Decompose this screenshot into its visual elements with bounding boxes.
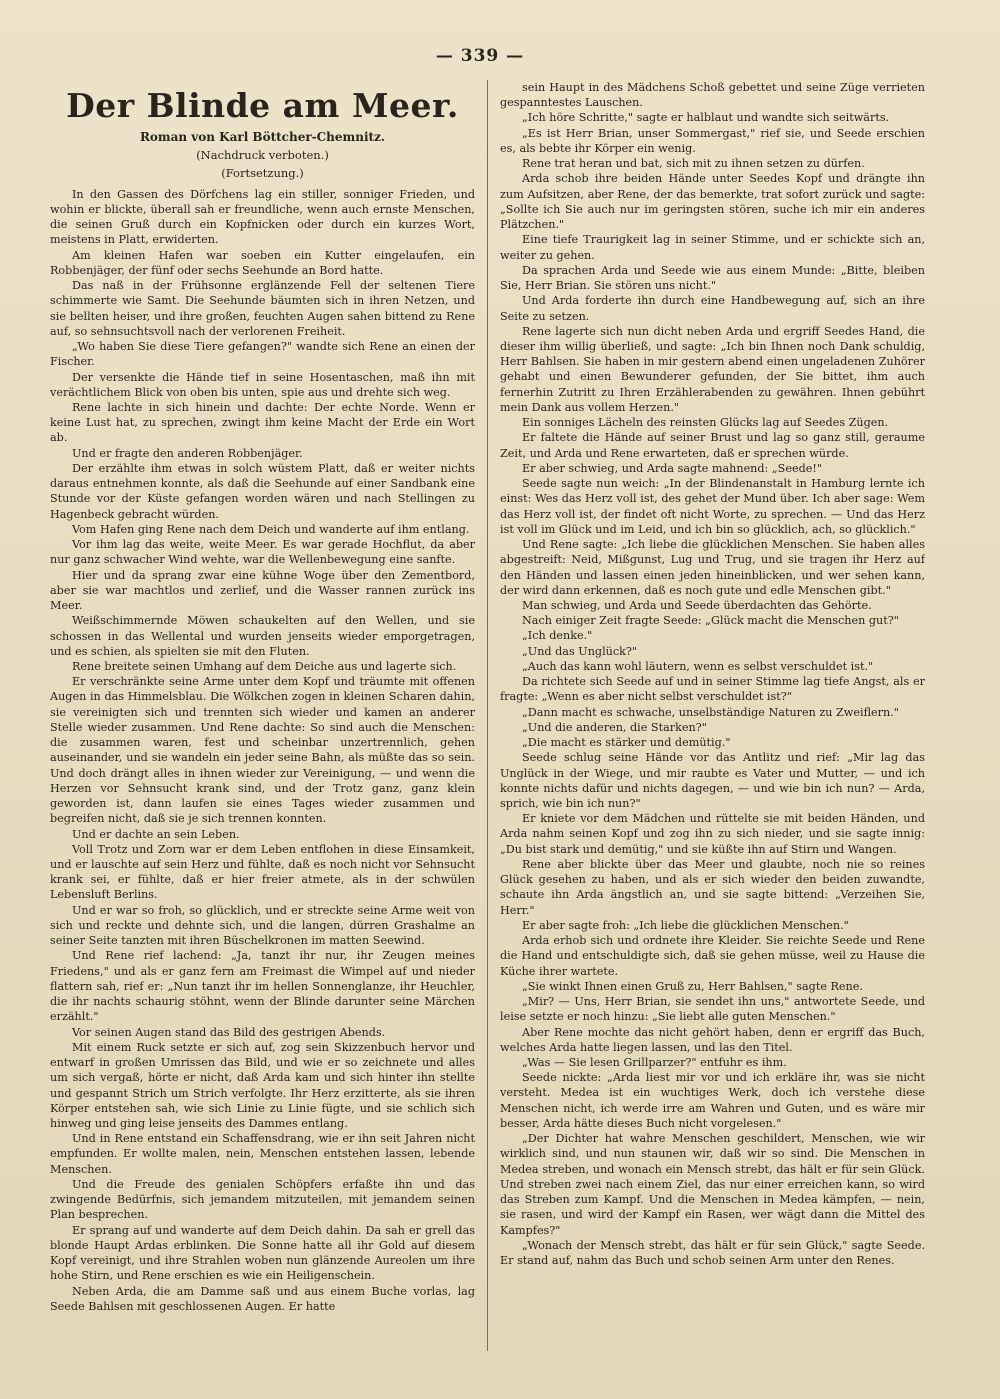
- paragraph: Rene aber blickte über das Meer und glaubte, noch nie so reines Glück gesehen zu haben, und als er sich wieder den beiden zuwandte, schaute ihn Arda ängstlich an, und sie sagte bittend: „Verzeihen Sie, Herr.": [500, 857, 925, 917]
- paragraph: Er aber sagte froh: „Ich liebe die glücklichen Menschen.": [522, 918, 849, 932]
- paragraph: Er sprang auf und wanderte auf dem Deich dahin. Da sah er grell das blonde Haupt Ardas erblinken. Die Sonne hatte all ihr Gold auf diesem Kopf vereinigt, und ihre Strahlen woben nun glänzende Aureolen um ihre hohe Stirn, und Rene erschien es wie ein Heiligenschein.: [50, 1223, 475, 1283]
- paragraph: „Und das Unglück?": [522, 644, 638, 658]
- left-column: [50, 80, 475, 1351]
- reprint-notice: (Nachdruck verboten.): [196, 148, 329, 163]
- paragraph: Und er fragte den anderen Robbenjäger.: [72, 446, 303, 460]
- paragraph: „Die macht es stärker und demütig.": [522, 736, 731, 750]
- paragraph: „Mir? — Uns, Herr Brian, sie sendet ihn uns," antwortete Seede, und leise setzte er noch hinzu: „Sie liebt alle guten Menschen.": [500, 995, 925, 1024]
- paragraph: „Auch das kann wohl läutern, wenn es selbst verschuldet ist.": [522, 659, 874, 673]
- paragraph: Seede schlug seine Hände vor das Antlitz und rief: „Mir lag das Unglück in der Wiege, und mir raubte es Vater und Mutter, — und ich konnte nichts dafür und nichts dagegen, — und wie bin ich nun? — Arda, sprich, wie bin ich nun?": [500, 751, 925, 811]
- paragraph: Er kniete vor dem Mädchen und rüttelte sie mit beiden Händen, und Arda nahm seinen Kopf und zog ihn zu sich nieder, und sie sagte innig: „Du bist stark und demütig," und sie küßte ihn auf Stirn und Wangen.: [500, 812, 925, 856]
- paragraph: Der versenkte die Hände tief in seine Hosentaschen, maß ihn mit verächtlichem Blick von oben bis unten, spie aus und drehte sich weg.: [50, 370, 475, 399]
- paragraph: Da richtete sich Seede auf und in seiner Stimme lag tiefe Angst, als er fragte: „Wenn es aber nicht selbst verschuldet ist?": [500, 675, 925, 704]
- paragraph: Ein sonniges Lächeln des reinsten Glücks lag auf Seedes Zügen.: [522, 416, 889, 430]
- paragraph: Am kleinen Hafen war soeben ein Kutter eingelaufen, ein Robbenjäger, der fünf oder sechs Seehunde an Bord hatte.: [50, 248, 475, 277]
- paragraph: Das naß in der Frühsonne erglänzende Fell der seltenen Tiere schimmerte wie Samt. Die Seehunde bäumten sich in ihren Netzen, und sie bellten heiser, und ihre großen, feuchten Augen sahen bittend zu Rene auf, so sehnsuchtsvoll nach der verlorenen Freiheit.: [50, 279, 475, 338]
- continuation-note: (Fortsetzung.): [221, 166, 304, 181]
- paragraph: In den Gassen des Dörfchens lag ein stiller, sonniger Frieden, und wohin er blickte, überall sah er freundliche, wenn auch ernste Menschen, die seinen Gruß durch ein Kopfnicken oder durch ein kurzes Wort, meistens in Platt, erwiderten.: [50, 187, 475, 247]
- paragraph: Und die Freude des genialen Schöpfers erfaßte ihn und das zwingende Bedürfnis, sich jemandem mitzuteilen, mit jemandem seinen Plan besprechen.: [50, 1177, 475, 1222]
- paragraph: Und Rene rief lachend: „Ja, tanzt ihr nur, ihr Zeugen meines Friedens," und als er ganz fern am Freimast die Wimpel auf und nieder flattern sah, rief er: „Nun tanzt ihr im hellen Sonnenglanze, ihr Heuchler, die ihr nachts schaurig stöhnt, wenn der Blinde darunter seine Märchen erzählt.": [50, 949, 475, 1024]
- paragraph: „Ich höre Schritte," sagte er halblaut und wandte sich seitwärts.: [522, 111, 890, 125]
- paragraph: Mit einem Ruck setzte er sich auf, zog sein Skizzenbuch hervor und entwarf in großen Umrissen das Bild, und wie er so zeichnete und alles um sich vergaß, hörte er nicht, daß Arda kam und sich hinter ihn stellte und gespannt Strich um Strich verfolgte. Ihr Herz erzitterte, als sie ihren Körper entstehen sah, wie sich Linie zu Linie fügte, und sie schlich sich hinweg und ging leise jenseits des Dammes entlang.: [50, 1040, 475, 1130]
- paragraph: „Der Dichter hat wahre Menschen geschildert, Menschen, wie wir wirklich sind, und nun staunen wir, daß wir so sind. Die Menschen in Medea streben, und wonach ein Mensch strebt, das hält er für sein Glück. Und streben zwei nach einem Ziel, das nur einer erreichen kann, so wird das Streben zum Kampf. Und die Menschen in Medea kämpfen, — nein, sie rasen, und wird der Kampf ein Rasen, wer wägt dann die Mittel des Kampfes?": [500, 1132, 925, 1237]
- paragraph: Und Rene sagte: „Ich liebe die glücklichen Menschen. Sie haben alles abgestreift: Neid, Mißgunst, Lug und Trug, und sie tragen ihr Herz auf den Händen und lassen einen jeden hineinblicken, und wer sehen kann, der wird dann erkennen, daß es noch gute und edle Menschen gibt.": [500, 538, 925, 597]
- paragraph: Und Arda forderte ihn durch eine Handbewegung auf, sich an ihre Seite zu setzen.: [500, 294, 925, 323]
- paragraph: Er aber schwieg, und Arda sagte mahnend: „Seede!": [522, 461, 823, 475]
- paragraph: Seede nickte: „Arda liest mir vor und ich erkläre ihr, was sie nicht versteht. Medea ist ein wuchtiges Werk, doch ich verstehe diese Menschen nicht, ich werde irre am Wahren und Guten, und es wäre mir besser, Arda hätte dieses Buch nicht vorgelesen.": [500, 1071, 925, 1130]
- column-divider: [487, 80, 488, 1351]
- paragraph: Weißschimmernde Möwen schaukelten auf den Wellen, und sie schossen in das Wellental und wurden jenseits wieder emporgetragen, und es schien, als spielten sie mit den Fluten.: [50, 614, 475, 658]
- paragraph: Seede sagte nun weich: „In der Blindenanstalt in Hamburg lernte ich einst: Wes das Herz voll ist, des gehet der Mund über. Ich aber sage: Wem das Herz voll ist, der findet oft nicht Worte, zu sprechen. — Und das Herz ist voll im Glück und im Leid, und ich bin so glücklich, ach, so glücklich.": [500, 477, 925, 536]
- paragraph: Arda erhob sich und ordnete ihre Kleider. Sie reichte Seede und Rene die Hand und entschuldigte sich, daß sie gehen müsse, weil zu Hause die Küche ihrer wartete.: [500, 934, 925, 978]
- left-column-body: [50, 187, 475, 1314]
- paragraph: Man schwieg, und Arda und Seede überdachten das Gehörte.: [522, 598, 872, 612]
- paragraph: Voll Trotz und Zorn war er dem Leben entflohen in diese Einsamkeit, und er lauschte auf sein Herz und fühlte, daß es noch nicht vor Sehnsucht krank sei, er fühlte, daß er hier freier atmete, als in der schwülen Lebensluft Berlins.: [50, 842, 475, 902]
- article-byline: Roman von Karl Böttcher-Chemnitz.: [139, 130, 386, 144]
- paragraph: „Wonach der Mensch strebt, das hält er für sein Glück," sagte Seede. Er stand auf, nahm das Buch und schob seinen Arm unter den Renes.: [500, 1238, 925, 1268]
- paragraph: Und er dachte an sein Leben.: [72, 827, 240, 841]
- paragraph: Hier und da sprang zwar eine kühne Woge über den Zementbord, aber sie war machtlos und zerlief, und die Wasser rannen zurück ins Meer.: [50, 568, 475, 613]
- paragraph: Er faltete die Hände auf seiner Brust und lag so ganz still, geraume Zeit, und Arda und Rene erwarteten, daß er sprechen würde.: [500, 431, 925, 460]
- paragraph: Vor ihm lag das weite, weite Meer. Es war gerade Hochflut, da aber nur ganz schwacher Wind wehte, war die Wellenbewegung eine sanfte.: [50, 538, 475, 567]
- paragraph: „Ich denke.": [522, 629, 593, 643]
- paragraph: Rene lachte in sich hinein und dachte: Der echte Norde. Wenn er keine Lust hat, zu sprechen, zwingt ihm keine Macht der Erde ein Wort ab.: [50, 400, 475, 445]
- paragraph: Und er war so froh, so glücklich, und er streckte seine Arme weit von sich und reckte und dehnte sich, und die langen, dürren Grashalme an seiner Seite tanzten mit ihren Büschelkronen im matten Seewind.: [50, 903, 475, 948]
- paragraph: Arda schob ihre beiden Hände unter Seedes Kopf und drängte ihn zum Aufsitzen, aber Rene, der das bemerkte, trat sofort zurück und sagte: „Sollte ich Sie auch nur im geringsten stören, suche ich mir ein anderes Plätzchen.": [500, 172, 925, 232]
- article-title: Der Blinde am Meer.: [66, 86, 459, 125]
- paragraph: Er verschränkte seine Arme unter dem Kopf und träumte mit offenen Augen in das Himmelsblau. Die Wölkchen zogen in kleinen Scharen dahin, sie vereinigten sich und trennten sich wieder und kamen an anderer Stelle wieder zusammen. Und Rene dachte: So sind auch die Menschen: die zusammen waren, fest und scheinbar unzertrennlich, gehen auseinander, und sie wandeln ein jeder seine Bahn, als müßte das so sein. Und doch drängt alles in ihnen wieder zur Vereinigung, — und wenn die Herzen vor Sehnsucht krank sind, und der Trotz ganz, ganz klein geworden ist, dann laufen sie eines Tages wieder zusammen und begreifen nicht, daß sie je sich trennen konnten.: [50, 675, 475, 826]
- paragraph: „Wo haben Sie diese Tiere gefangen?" wandte sich Rene an einen der Fischer.: [50, 340, 475, 369]
- paragraph: „Es ist Herr Brian, unser Sommergast," rief sie, und Seede erschien es, als bebte ihr Körper ein wenig.: [500, 126, 925, 155]
- paragraph: „Und die anderen, die Starken?": [522, 720, 707, 734]
- page-number: — 339 —: [435, 46, 525, 66]
- paragraph: Neben Arda, die am Damme saß und aus einem Buche vorlas, lag Seede Bahlsen mit geschlossenen Augen. Er hatte: [50, 1284, 475, 1313]
- paragraph: „Dann macht es schwache, unselbständige Naturen zu Zweiflern.": [522, 705, 899, 719]
- paragraph: Eine tiefe Traurigkeit lag in seiner Stimme, und er schickte sich an, weiter zu gehen.: [500, 233, 925, 262]
- paragraph: Da sprachen Arda und Seede wie aus einem Munde: „Bitte, bleiben Sie, Herr Brian. Sie stören uns nicht.": [500, 263, 925, 293]
- right-column-body: [500, 80, 925, 1268]
- paragraph: Vom Hafen ging Rene nach dem Deich und wanderte auf ihm entlang.: [72, 522, 470, 536]
- paragraph: Rene trat heran und bat, sich mit zu ihnen setzen zu dürfen.: [522, 157, 865, 171]
- paragraph: Rene lagerte sich nun dicht neben Arda und ergriff Seedes Hand, die dieser ihm willig überließ, und sagte: „Ich bin Ihnen noch Dank schuldig, Herr Bahlsen. Sie haben in mir gestern abend einen ungeladenen Zuhörer gehabt und einen Bewunderer gefunden, der Sie bittet, ihm auch fernerhin Zutritt zu Ihren Erzählerabenden zu gewähren. Ihnen gebührt mein Dank aus vollem Herzen.": [500, 324, 925, 414]
- paragraph: Aber Rene mochte das nicht gehört haben, denn er ergriff das Buch, welches Arda hatte liegen lassen, und las den Titel.: [500, 1025, 925, 1054]
- paragraph: „Was — Sie lesen Grillparzer?" entfuhr es ihm.: [522, 1056, 787, 1069]
- paragraph: Rene breitete seinen Umhang auf dem Deiche aus und lagerte sich.: [72, 659, 457, 673]
- paragraph: sein Haupt in des Mädchens Schoß gebettet und seine Züge verrieten gespanntestes Lauschen.: [500, 81, 925, 110]
- paragraph: Nach einiger Zeit fragte Seede: „Glück macht die Menschen gut?": [522, 614, 899, 628]
- right-column: [500, 80, 925, 1351]
- paragraph: Der erzählte ihm etwas in solch wüstem Platt, daß er weiter nichts daraus entnehmen konnte, als daß die Seehunde auf einer Sandbank eine Stunde vor der Küste gefangen worden wären und nach Stellingen zu Hagenbeck gebracht würden.: [50, 461, 475, 521]
- paragraph: Vor seinen Augen stand das Bild des gestrigen Abends.: [72, 1025, 386, 1039]
- paragraph: „Sie winkt Ihnen einen Gruß zu, Herr Bahlsen," sagte Rene.: [522, 979, 863, 993]
- paragraph: Und in Rene entstand ein Schaffensdrang, wie er ihn seit Jahren nicht empfunden. Er wollte malen, nein, Menschen entstehen lassen, lebende Menschen.: [50, 1132, 475, 1176]
